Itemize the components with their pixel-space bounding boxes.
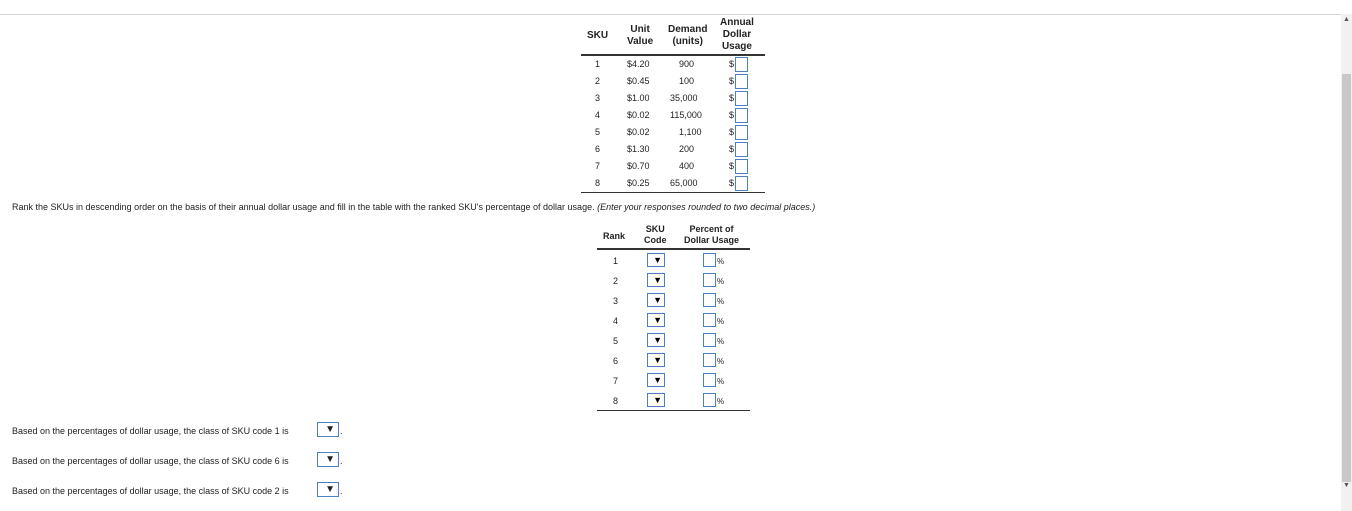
usage-table-bottom-rule [581, 192, 765, 193]
rank-number: 2 [613, 276, 619, 286]
sku-number: 7 [595, 161, 601, 171]
percent-input[interactable] [703, 313, 716, 327]
dropdown-arrow-icon: ▼ [653, 355, 662, 365]
unit-value: $1.00 [627, 93, 650, 103]
rank-table-row [597, 250, 750, 270]
dropdown-arrow-icon: ▼ [325, 484, 335, 495]
annual-dollar-usage-input[interactable] [735, 125, 748, 140]
unit-value: $4.20 [627, 59, 650, 69]
dropdown-arrow-icon: ▼ [325, 424, 335, 435]
demand-value: 1,100 [679, 127, 702, 137]
usage-table-row [581, 175, 765, 192]
usage-table-row [581, 158, 765, 175]
unit-value: $0.02 [627, 127, 650, 137]
dollar-sign: $ [729, 127, 735, 137]
question-text: Based on the percentages of dollar usage, the class of SKU code 1 is [12, 426, 289, 436]
percent-sign: % [717, 377, 725, 386]
dropdown-arrow-icon: ▼ [325, 454, 335, 465]
question-text: Based on the percentages of dollar usage, the class of SKU code 6 is [12, 456, 289, 466]
sku-number: 3 [595, 93, 601, 103]
demand-value: 200 [679, 144, 695, 154]
dollar-sign: $ [729, 76, 735, 86]
scroll-up-arrow-icon[interactable]: ▲ [1343, 16, 1350, 23]
percent-sign: % [717, 397, 725, 406]
percent-sign: % [717, 337, 725, 346]
header-unit-value: Unit Value [627, 24, 654, 47]
sku-code-dropdown[interactable] [647, 373, 665, 387]
annual-dollar-usage-input[interactable] [735, 91, 748, 106]
annual-dollar-usage-input[interactable] [735, 57, 748, 72]
rank-table-bottom-rule [597, 410, 750, 411]
rank-table-row [597, 310, 750, 330]
demand-value: 35,000 [670, 93, 698, 103]
sku-number: 4 [595, 110, 601, 120]
usage-table [581, 14, 765, 193]
instruction-note: (Enter your responses rounded to two decimal places.) [597, 202, 816, 212]
sku-code-dropdown[interactable] [647, 393, 665, 407]
usage-table-row [581, 124, 765, 141]
sku-number: 6 [595, 144, 601, 154]
usage-table-row [581, 73, 765, 90]
dropdown-arrow-icon: ▼ [653, 315, 662, 325]
dropdown-arrow-icon: ▼ [653, 335, 662, 345]
dollar-sign: $ [729, 161, 735, 171]
rank-table-row [597, 270, 750, 290]
sku-code-dropdown[interactable] [647, 313, 665, 327]
abc-class-dropdown[interactable] [317, 482, 339, 497]
annual-dollar-usage-input[interactable] [735, 142, 748, 157]
percent-input[interactable] [703, 333, 716, 347]
abc-class-dropdown[interactable] [317, 422, 339, 437]
percent-input[interactable] [703, 253, 716, 267]
usage-table-row [581, 90, 765, 107]
rank-number: 6 [613, 356, 619, 366]
dollar-sign: $ [729, 144, 735, 154]
rank-number: 1 [613, 256, 619, 266]
header-rank: Rank [603, 231, 626, 241]
dollar-sign: $ [729, 93, 735, 103]
rank-number: 8 [613, 396, 619, 406]
demand-value: 900 [679, 59, 695, 69]
sku-code-dropdown[interactable] [647, 273, 665, 287]
sentence-period: . [340, 486, 343, 496]
rank-table-row [597, 390, 750, 410]
percent-sign: % [717, 277, 725, 286]
rank-number: 5 [613, 336, 619, 346]
percent-input[interactable] [703, 353, 716, 367]
usage-table-row [581, 141, 765, 158]
sku-code-dropdown[interactable] [647, 333, 665, 347]
question-text: Based on the percentages of dollar usage, the class of SKU code 2 is [12, 486, 289, 496]
header-demand: Demand (units) [668, 24, 708, 47]
unit-value: $0.45 [627, 76, 650, 86]
unit-value: $0.02 [627, 110, 650, 120]
dropdown-arrow-icon: ▼ [653, 395, 662, 405]
unit-value: $1.30 [627, 144, 650, 154]
rank-number: 3 [613, 296, 619, 306]
usage-table-row [581, 107, 765, 124]
dollar-sign: $ [729, 178, 735, 188]
percent-sign: % [717, 297, 725, 306]
usage-table-header [581, 14, 765, 56]
header-percent: Percent of Dollar Usage [684, 224, 740, 245]
sku-number: 1 [595, 59, 601, 69]
header-sku-code: SKU Code [644, 224, 667, 245]
sku-code-dropdown[interactable] [647, 293, 665, 307]
rank-table [597, 222, 750, 411]
scroll-down-arrow-icon[interactable]: ▼ [1343, 482, 1350, 489]
annual-dollar-usage-input[interactable] [735, 108, 748, 123]
annual-dollar-usage-input[interactable] [735, 159, 748, 174]
demand-value: 400 [679, 161, 695, 171]
demand-value: 100 [679, 76, 695, 86]
percent-input[interactable] [703, 293, 716, 307]
unit-value: $0.70 [627, 161, 650, 171]
unit-value: $0.25 [627, 178, 650, 188]
abc-class-dropdown[interactable] [317, 452, 339, 467]
rank-table-row [597, 290, 750, 310]
sentence-period: . [340, 426, 343, 436]
sku-number: 8 [595, 178, 601, 188]
instruction-text [12, 202, 815, 212]
rank-number: 4 [613, 316, 619, 326]
dropdown-arrow-icon: ▼ [653, 255, 662, 265]
sentence-period: . [340, 456, 343, 466]
rank-table-header [597, 222, 750, 250]
sku-number: 5 [595, 127, 601, 137]
rank-table-row [597, 350, 750, 370]
sku-number: 2 [595, 76, 601, 86]
dropdown-arrow-icon: ▼ [653, 275, 662, 285]
annual-dollar-usage-input[interactable] [735, 176, 748, 191]
scrollbar-thumb[interactable] [1342, 74, 1351, 482]
sku-code-dropdown[interactable] [647, 353, 665, 367]
vertical-scrollbar[interactable] [1341, 14, 1352, 511]
dropdown-arrow-icon: ▼ [653, 375, 662, 385]
instruction-main: Rank the SKUs in descending order on the basis of their annual dollar usage and fill in the table with the ranked SKU's percentage of dollar usage. [12, 202, 595, 212]
header-sku: SKU [587, 30, 609, 41]
percent-sign: % [717, 317, 725, 326]
dropdown-arrow-icon: ▼ [653, 295, 662, 305]
percent-input[interactable] [703, 373, 716, 387]
dollar-sign: $ [729, 59, 735, 69]
sku-code-dropdown[interactable] [647, 253, 665, 267]
usage-table-row [581, 56, 765, 73]
demand-value: 115,000 [670, 110, 702, 120]
dollar-sign: $ [729, 110, 735, 120]
annual-dollar-usage-input[interactable] [735, 74, 748, 89]
rank-number: 7 [613, 376, 619, 386]
percent-input[interactable] [703, 393, 716, 407]
percent-sign: % [717, 257, 725, 266]
rank-table-row [597, 330, 750, 350]
percent-input[interactable] [703, 273, 716, 287]
header-annual-dollar-usage: Annual Dollar Usage [720, 17, 754, 52]
rank-table-row [597, 370, 750, 390]
demand-value: 65,000 [670, 178, 698, 188]
percent-sign: % [717, 357, 725, 366]
